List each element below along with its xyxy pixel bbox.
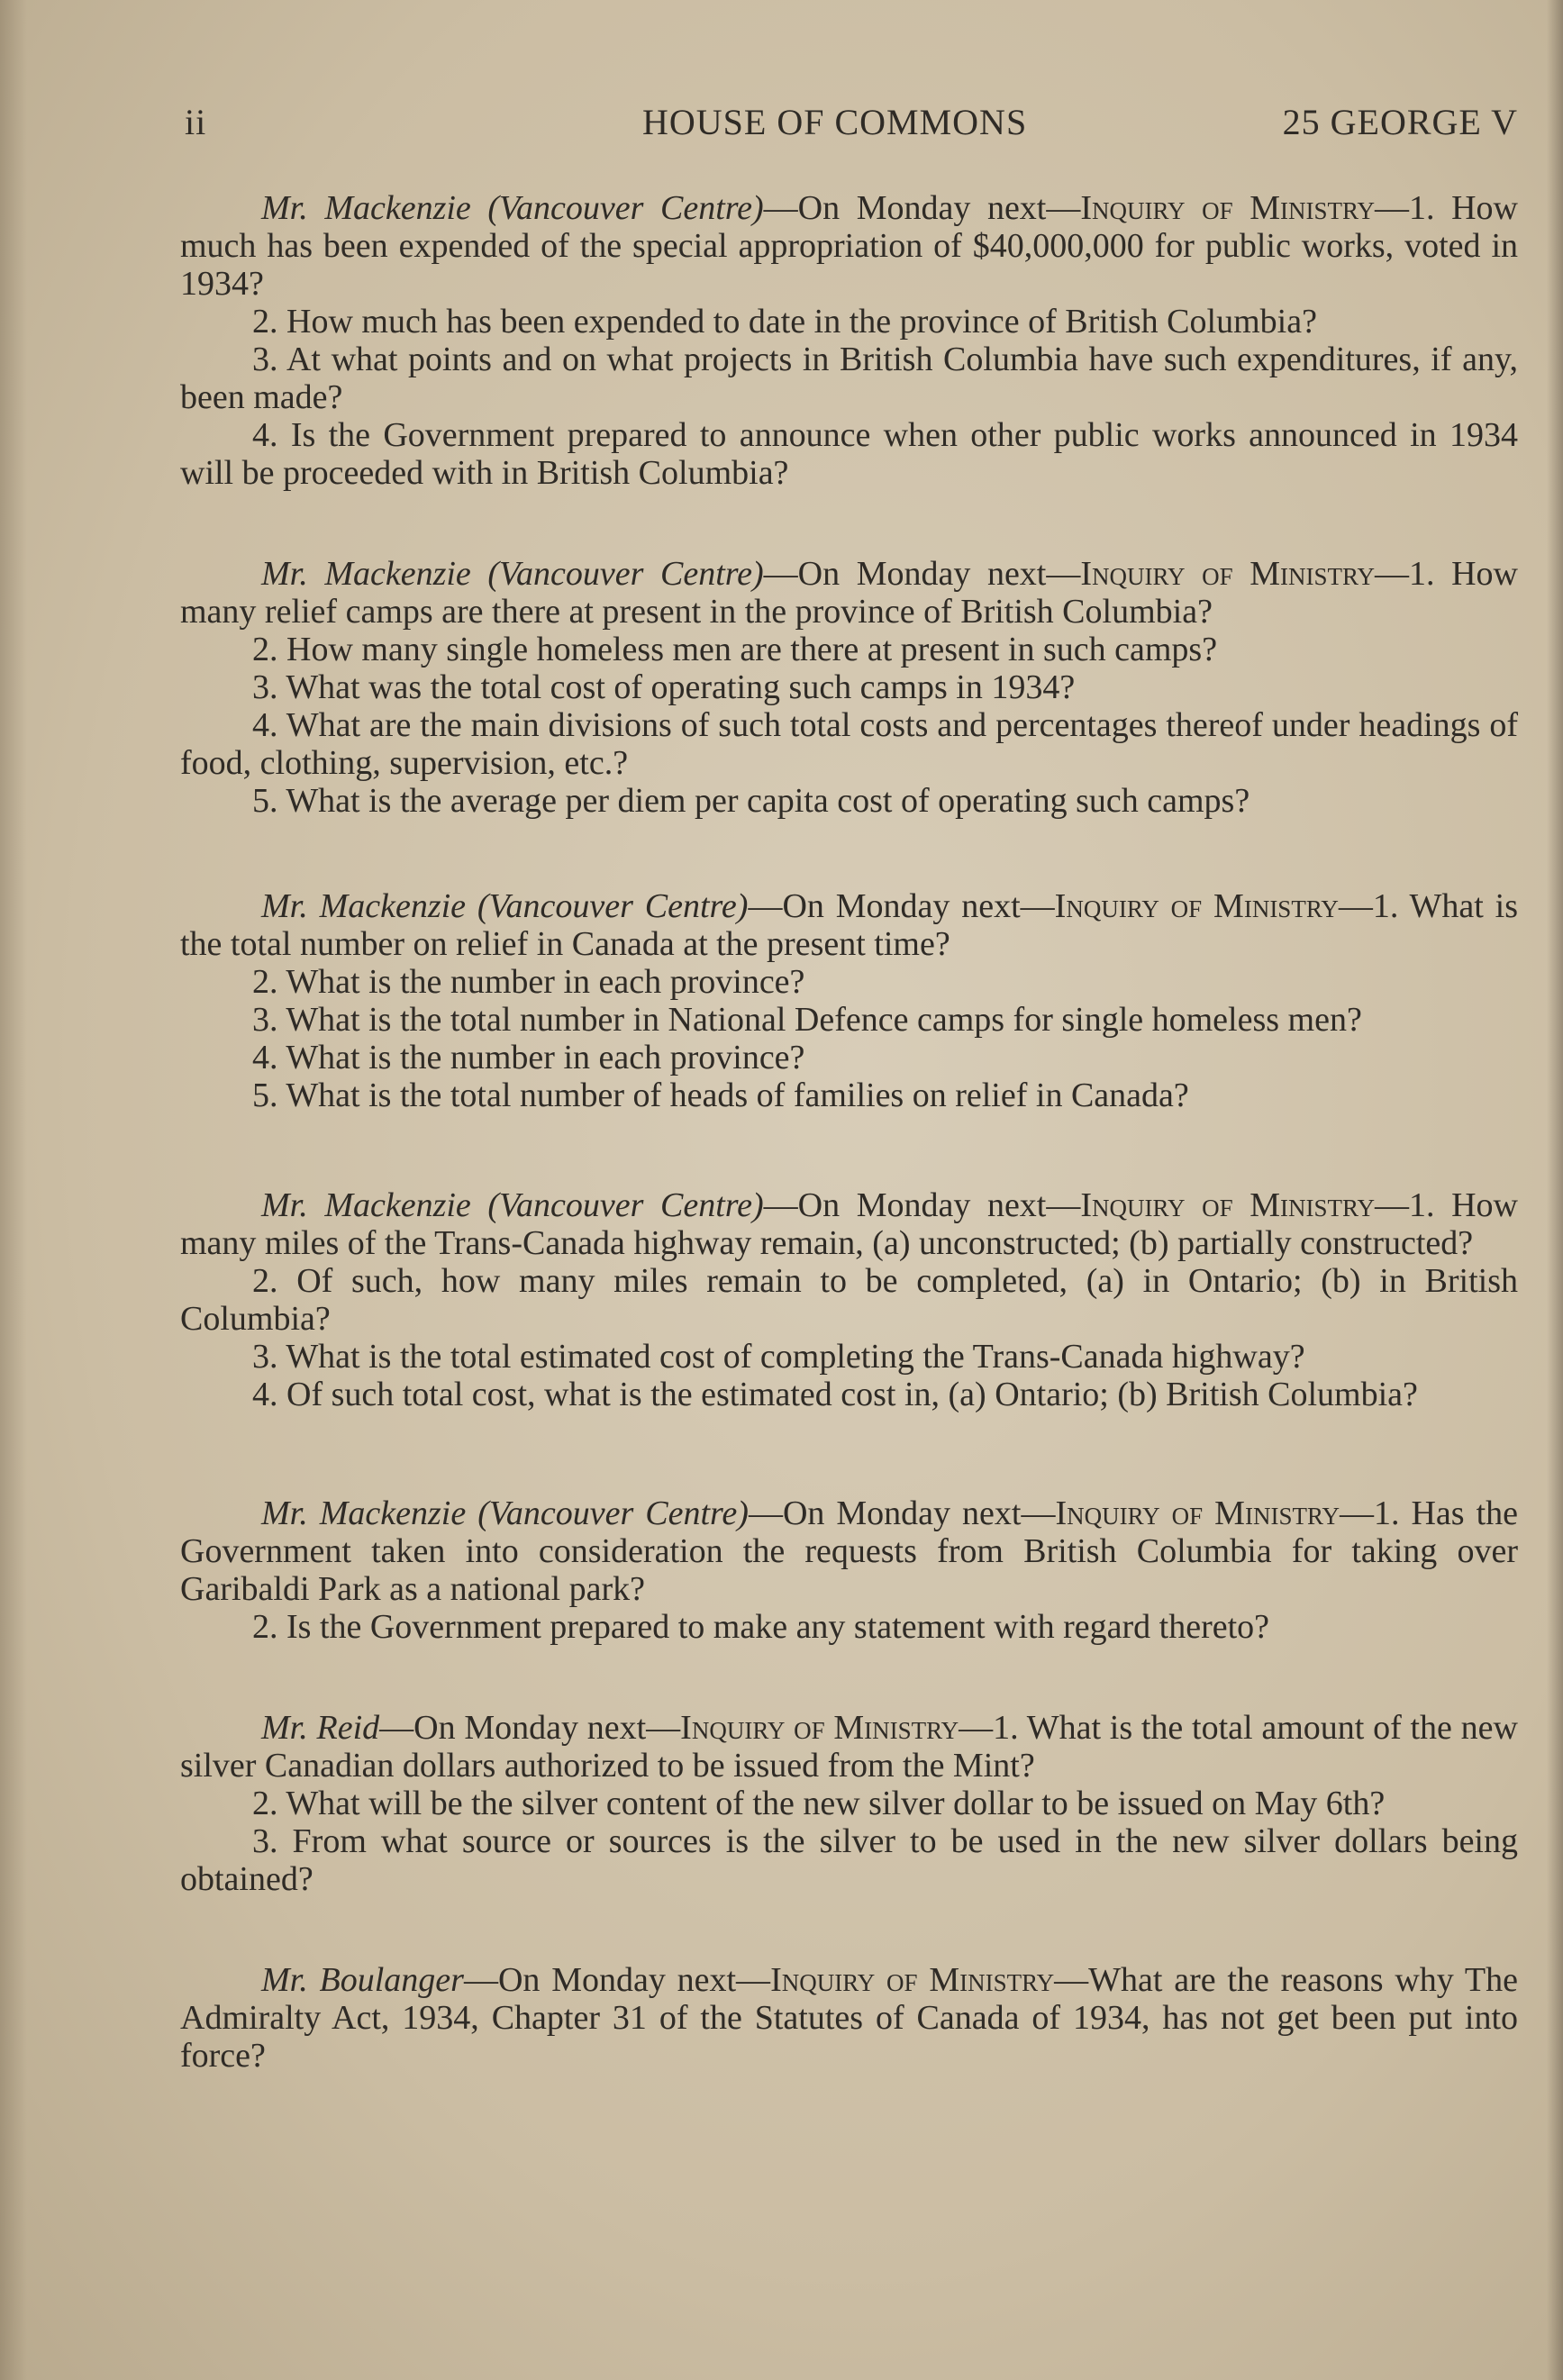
- entry-intro: —On Monday next—: [463, 1961, 771, 1999]
- question-paragraph: 3. What was the total cost of operating such camps in 1934?: [252, 668, 1076, 706]
- page-number: ii: [185, 102, 207, 142]
- question-entry: [180, 189, 1518, 492]
- speaker-name: Mr. Boulanger: [261, 1961, 464, 1999]
- question-entry: [180, 1186, 1518, 1413]
- inquiry-label: Inquiry of Ministry: [680, 1709, 959, 1747]
- entry-intro: —On Monday next—: [763, 555, 1081, 593]
- entry-first-paragraph: [180, 1961, 1518, 2075]
- speaker-name: Mr. Mackenzie (Vancouver Centre): [261, 189, 764, 227]
- question-paragraph: 4. What is the number in each province?: [252, 1039, 805, 1076]
- question-paragraph: 2. How many single homeless men are there at present in such camps?: [252, 631, 1218, 668]
- inquiry-label: Inquiry of Ministry: [1080, 1186, 1376, 1224]
- entry-first-paragraph: [180, 555, 1518, 631]
- inquiry-label: Inquiry of Ministry: [1054, 887, 1339, 925]
- question-paragraph: 4. Is the Government prepared to announce when other public works announced in 1934 will be proceeded with in British Columbia?: [180, 416, 1518, 492]
- entry-intro: —On Monday next—: [748, 1494, 1056, 1532]
- question-paragraph: 2. How much has been expended to date in the province of British Columbia?: [252, 303, 1317, 341]
- question-text: —1. What is the total number on relief in Canada at the present time?: [180, 887, 1518, 963]
- question-text: —1. How many miles of the Trans-Canada highway remain, (a) unconstructed; (b) partially constructed?: [180, 1186, 1519, 1262]
- question-paragraph: 4. Of such total cost, what is the estimated cost in, (a) Ontario; (b) British Columbia?: [252, 1376, 1418, 1413]
- question-entry: [180, 887, 1518, 1114]
- header-session: 25 GEORGE V: [1282, 102, 1518, 142]
- page-header: [185, 101, 1518, 155]
- question-entry: [180, 1961, 1518, 2075]
- speaker-name: Mr. Mackenzie (Vancouver Centre): [261, 1494, 749, 1532]
- question-paragraph: 2. Of such, how many miles remain to be completed, (a) in Ontario; (b) in British Columbia?: [180, 1262, 1518, 1338]
- entry-intro: —On Monday next—: [379, 1709, 681, 1747]
- question-entry: [180, 555, 1518, 820]
- speaker-name: Mr. Reid: [261, 1709, 380, 1747]
- speaker-name: Mr. Mackenzie (Vancouver Centre): [261, 1186, 764, 1224]
- document-body: [180, 189, 1518, 2075]
- question-paragraph: 3. What is the total number in National Defence camps for single homeless men?: [252, 1001, 1362, 1039]
- inquiry-label: Inquiry of Ministry: [1080, 189, 1376, 227]
- inquiry-label: Inquiry of Ministry: [770, 1961, 1055, 1999]
- entry-intro: —On Monday next—: [748, 887, 1055, 925]
- speaker-name: Mr. Mackenzie (Vancouver Centre): [261, 555, 764, 593]
- page-left-shadow: [0, 0, 27, 2380]
- question-text: —What are the reasons why The Admiralty Act, 1934, Chapter 31 of the Statutes of Canada of 1934, has not get been put into force?: [180, 1961, 1518, 2075]
- question-paragraph: 5. What is the total number of heads of families on relief in Canada?: [252, 1076, 1189, 1114]
- question-paragraph: 2. What will be the silver content of the new silver dollar to be issued on May 6th?: [252, 1785, 1386, 1822]
- entry-first-paragraph: [180, 1494, 1518, 1608]
- question-paragraph: 2. What is the number in each province?: [252, 963, 805, 1001]
- question-paragraph: 3. From what source or sources is the silver to be used in the new silver dollars being obtained?: [180, 1822, 1518, 1898]
- question-text: —1. Has the Government taken into consideration the requests from British Columbia for taking over Garibaldi Park as a national park?: [180, 1494, 1519, 1608]
- question-text: —1. How many relief camps are there at present in the province of British Columbia?: [180, 555, 1519, 631]
- question-paragraph: 5. What is the average per diem per capita cost of operating such camps?: [252, 782, 1250, 820]
- entry-first-paragraph: [180, 887, 1518, 963]
- question-entry: [180, 1709, 1518, 1898]
- inquiry-label: Inquiry of Ministry: [1055, 1494, 1340, 1532]
- page-right-shadow: [1547, 0, 1563, 2380]
- entry-first-paragraph: [180, 189, 1518, 303]
- question-paragraph: 3. At what points and on what projects in British Columbia have such expenditures, if any, been made?: [180, 341, 1518, 416]
- entry-first-paragraph: [180, 1709, 1518, 1785]
- question-entry: [180, 1494, 1518, 1646]
- question-paragraph: 4. What are the main divisions of such total costs and percentages thereof under headings of food, clothing, supervision, etc.?: [180, 706, 1518, 782]
- question-text: —1. What is the total amount of the new silver Canadian dollars authorized to be issued from the Mint?: [180, 1709, 1518, 1785]
- entry-first-paragraph: [180, 1186, 1518, 1262]
- entry-intro: —On Monday next—: [763, 1186, 1081, 1224]
- entry-intro: —On Monday next—: [763, 189, 1081, 227]
- speaker-name: Mr. Mackenzie (Vancouver Centre): [261, 887, 749, 925]
- question-paragraph: 3. What is the total estimated cost of completing the Trans-Canada highway?: [252, 1338, 1305, 1376]
- inquiry-label: Inquiry of Ministry: [1080, 555, 1376, 593]
- header-title: HOUSE OF COMMONS: [642, 102, 1028, 142]
- question-text: —1. How much has been expended of the special appropriation of $40,000,000 for public works, voted in 1934?: [180, 189, 1519, 303]
- question-paragraph: 2. Is the Government prepared to make any statement with regard thereto?: [252, 1608, 1270, 1646]
